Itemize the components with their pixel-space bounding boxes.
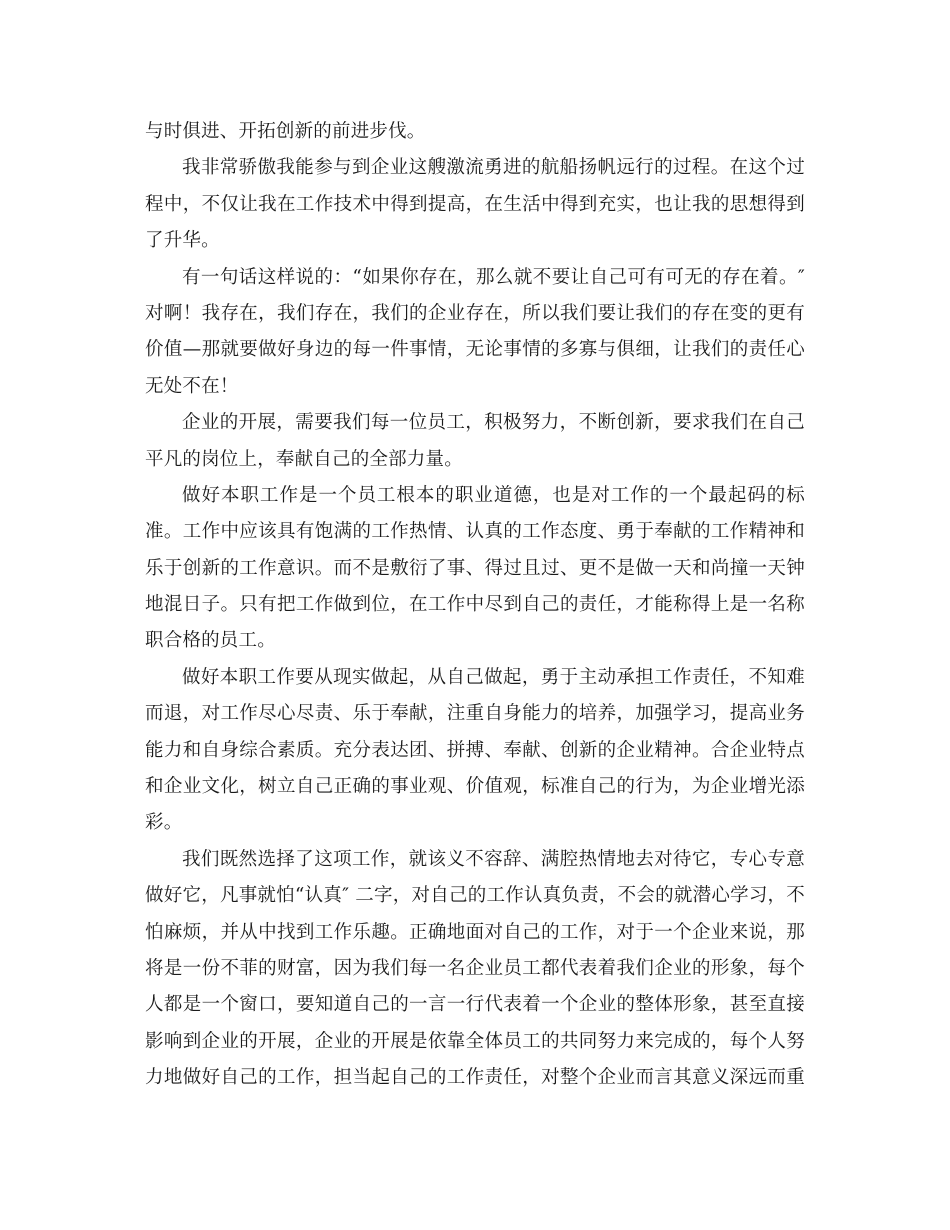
text-line: 将是一份不菲的财富，因为我们每一名企业员工都代表着我们企业的形象，每个 [145,957,805,979]
text-line: 无处不在！ [145,375,239,397]
text-line: 了升华。 [145,230,220,252]
text-line: 价值—那就要做好身边的每一件事情，无论事情的多寡与俱细，让我们的责任心 [145,339,805,361]
text-line: 有一句话这样说的：“如果你存在，那么就不要让自己可有可无的存在着。″ [182,266,805,288]
text-line: 做好本职工作要从现实做起，从自己做起，勇于主动承担工作责任，不知难 [182,666,805,688]
text-line: 力地做好自己的工作，担当起自己的工作责任，对整个企业而言其意义深远而重 [145,1067,805,1089]
text-line: 程中，不仅让我在工作技术中得到提高，在生活中得到充实，也让我的思想得到 [145,193,805,215]
text-line: 平凡的岗位上，奉献自己的全部力量。 [145,448,463,470]
text-line: 而退，对工作尽心尽责、乐于奉献，注重自身能力的培养，加强学习，提高业务 [145,703,805,725]
body-text [145,114,805,1097]
text-line: 做好它，凡事就怕“认真″ 二字，对自己的工作认真负责，不会的就潜心学习，不 [145,885,805,907]
text-line: 影响到企业的开展，企业的开展是依靠全体员工的共同努力来完成的，每个人努 [145,1030,805,1052]
text-line: 对啊！我存在，我们存在，我们的企业存在，所以我们要让我们的存在变的更有 [145,302,805,324]
text-line: 乐于创新的工作意识。而不是敷衍了事、得过且过、更不是做一天和尚撞一天钟 [145,557,805,579]
text-line: 怕麻烦，并从中找到工作乐趣。正确地面对自己的工作，对于一个企业来说，那 [145,921,805,943]
text-line: 准。工作中应该具有饱满的工作热情、认真的工作态度、勇于奉献的工作精神和 [145,521,805,543]
text-line: 能力和自身综合素质。充分表达团、拼搏、奉献、创新的企业精神。合企业特点 [145,739,805,761]
text-line: 彩。 [145,812,183,834]
text-line: 我们既然选择了这项工作，就该义不容辞、满腔热情地去对待它，专心专意 [182,848,805,870]
text-line: 和企业文化，树立自己正确的事业观、价值观，标准自己的行为，为企业增光添 [145,776,805,798]
text-line: 人都是一个窗口，要知道自己的一言一行代表着一个企业的整体形象，甚至直接 [145,994,805,1016]
text-line: 我非常骄傲我能参与到企业这艘激流勇进的航船扬帆远行的过程。在这个过 [182,157,805,179]
text-line: 职合格的员工。 [145,630,276,652]
text-line: 与时俱进、开拓创新的前进步伐。 [145,121,426,142]
text-line: 地混日子。只有把工作做到位，在工作中尽到自己的责任，才能称得上是一名称 [145,594,805,616]
text-line: 企业的开展，需要我们每一位员工，积极努力，不断创新，要求我们在自己 [182,412,805,434]
text-line: 做好本职工作是一个员工根本的职业道德，也是对工作的一个最起码的标 [182,484,805,506]
